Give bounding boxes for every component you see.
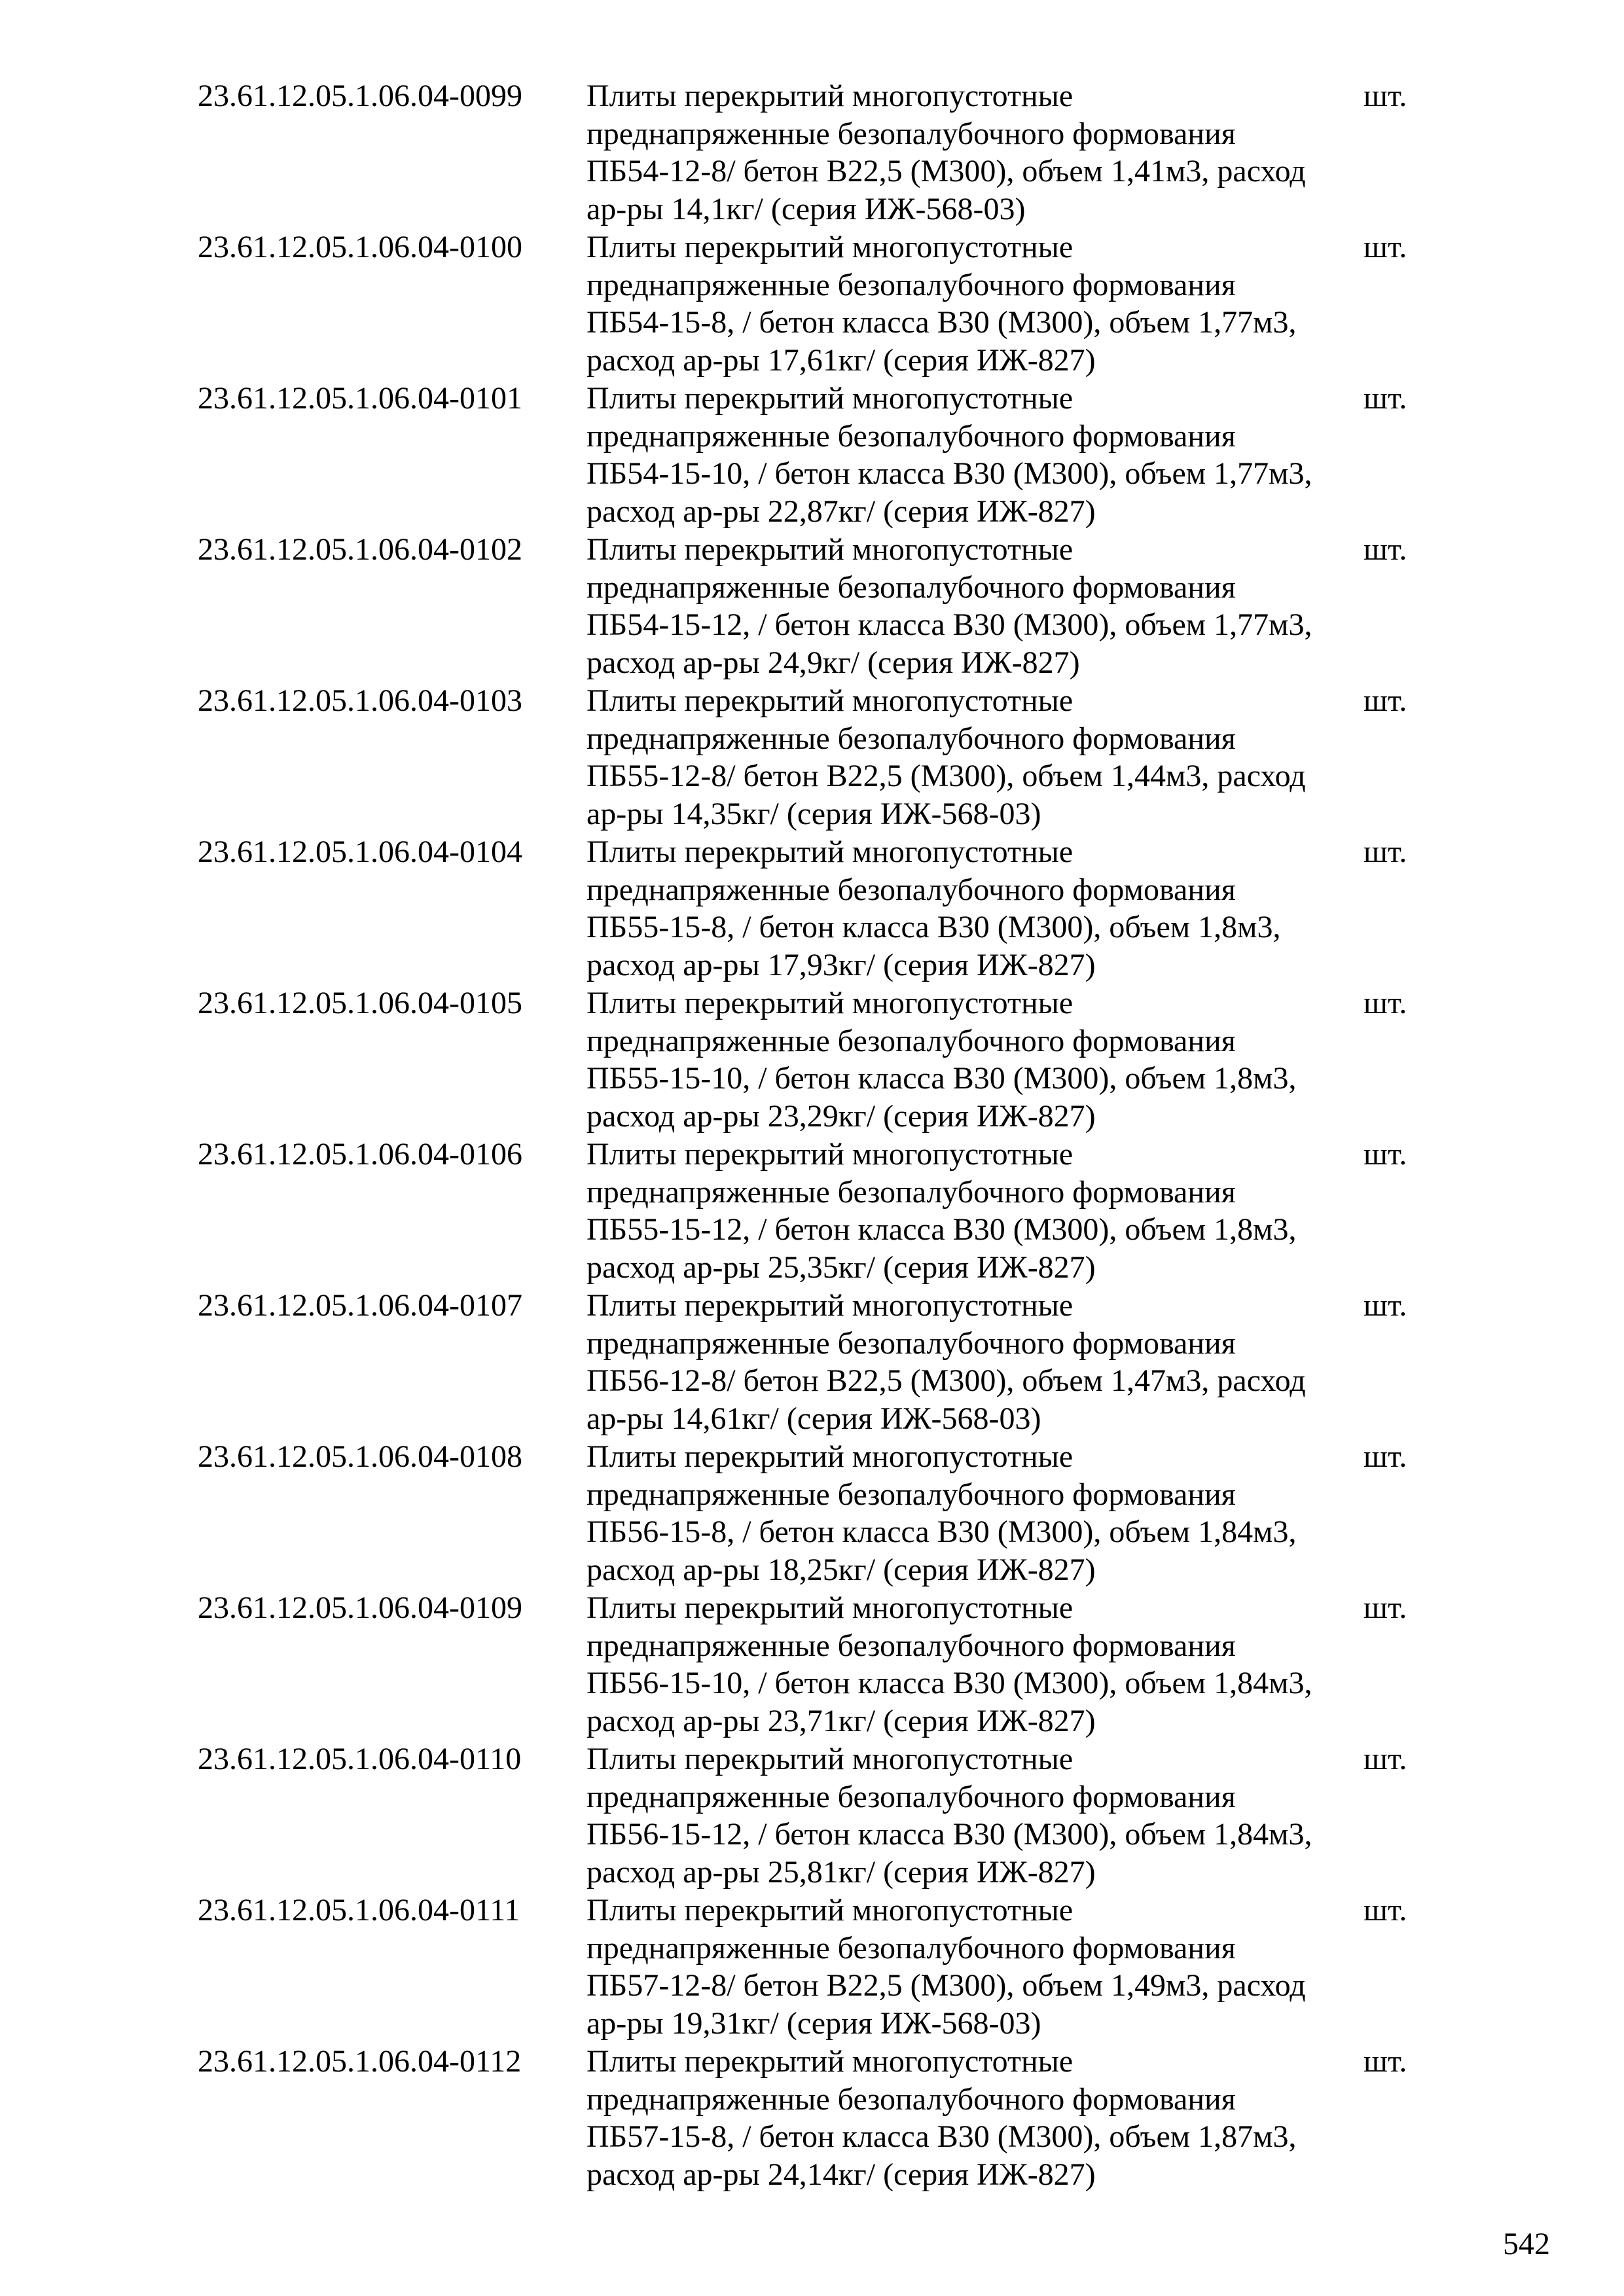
description-line: преднапряженные безопалубочного формования [586, 1174, 1236, 1210]
description-line: преднапряженные безопалубочного формования [586, 2081, 1236, 2117]
description-line: преднапряженные безопалубочного формования [586, 267, 1236, 302]
description-line: расход ар-ры 25,81кг/ (серия ИЖ-827) [586, 1855, 1096, 1890]
description-line: расход ар-ры 23,71кг/ (серия ИЖ-827) [586, 1704, 1096, 1739]
item-code: 23.61.12.05.1.06.04-0111 [198, 1893, 520, 1928]
table-row [0, 1438, 1624, 1589]
item-unit: шт. [1363, 1590, 1407, 1625]
item-code: 23.61.12.05.1.06.04-0110 [198, 1742, 522, 1776]
description-line: ПБ56-15-12, / бетон класса В30 (М300), объем 1,84м3, [586, 1817, 1312, 1852]
description-line: ПБ57-15-8, / бетон класса В30 (М300), объем 1,87м3, [586, 2119, 1297, 2155]
item-description [586, 531, 1359, 682]
description-line: Плиты перекрытий многопустотные [586, 1439, 1074, 1474]
table-row [0, 682, 1624, 833]
description-line: ПБ54-12-8/ бетон В22,5 (М300), объем 1,41м3, расход [586, 154, 1306, 189]
description-line: Плиты перекрытий многопустотные [586, 683, 1074, 718]
item-code: 23.61.12.05.1.06.04-0104 [198, 834, 522, 869]
item-unit: шт. [1363, 79, 1407, 113]
description-line: ПБ55-12-8/ бетон В22,5 (М300), объем 1,44м3, расход [586, 759, 1306, 794]
item-code: 23.61.12.05.1.06.04-0106 [198, 1137, 522, 1172]
description-line: ПБ57-12-8/ бетон В22,5 (М300), объем 1,49м3, расход [586, 1968, 1306, 2003]
item-description [586, 1136, 1359, 1287]
description-line: ПБ54-15-12, / бетон класса В30 (М300), объем 1,77м3, [586, 607, 1312, 643]
description-line: ар-ры 14,61кг/ (серия ИЖ-568-03) [586, 1401, 1041, 1437]
description-line: преднапряженные безопалубочного формования [586, 569, 1236, 605]
description-line: расход ар-ры 18,25кг/ (серия ИЖ-827) [586, 1552, 1096, 1588]
item-unit: шт. [1363, 230, 1407, 264]
description-line: Плиты перекрытий многопустотные [586, 1137, 1074, 1172]
item-code: 23.61.12.05.1.06.04-0100 [198, 230, 522, 264]
description-line: преднапряженные безопалубочного формования [586, 872, 1236, 907]
description-line: Плиты перекрытий многопустотные [586, 2044, 1074, 2079]
table-row [0, 833, 1624, 984]
item-description [586, 833, 1359, 984]
item-description [586, 1287, 1359, 1438]
description-line: Плиты перекрытий многопустотные [586, 1893, 1074, 1928]
table-row [0, 1287, 1624, 1438]
item-description [586, 380, 1359, 531]
description-line: Плиты перекрытий многопустотные [586, 1742, 1074, 1776]
description-line: Плиты перекрытий многопустотные [586, 834, 1074, 869]
description-line: расход ар-ры 17,61кг/ (серия ИЖ-827) [586, 343, 1096, 378]
item-code: 23.61.12.05.1.06.04-0103 [198, 683, 522, 718]
description-line: преднапряженные безопалубочного формования [586, 418, 1236, 454]
item-description [586, 682, 1359, 833]
description-line: расход ар-ры 25,35кг/ (серия ИЖ-827) [586, 1250, 1096, 1285]
item-description [586, 1589, 1359, 1740]
item-code: 23.61.12.05.1.06.04-0107 [198, 1288, 522, 1323]
description-line: преднапряженные безопалубочного формования [586, 1628, 1236, 1663]
item-unit: шт. [1363, 381, 1407, 416]
description-line: Плиты перекрытий многопустотные [586, 1288, 1074, 1323]
description-line: ар-ры 14,1кг/ (серия ИЖ-568-03) [586, 192, 1026, 227]
table-row [0, 77, 1624, 228]
description-line: преднапряженные безопалубочного формования [586, 1023, 1236, 1058]
table-row [0, 984, 1624, 1136]
description-line: расход ар-ры 24,14кг/ (серия ИЖ-827) [586, 2157, 1096, 2193]
description-line: ПБ56-12-8/ бетон В22,5 (М300), объем 1,47м3, расход [586, 1363, 1306, 1399]
description-line: преднапряженные безопалубочного формования [586, 721, 1236, 756]
item-unit: шт. [1363, 683, 1407, 718]
description-line: ПБ55-15-12, / бетон класса В30 (М300), объем 1,8м3, [586, 1212, 1297, 1247]
description-line: ар-ры 14,35кг/ (серия ИЖ-568-03) [586, 797, 1041, 832]
item-code: 23.61.12.05.1.06.04-0105 [198, 986, 522, 1020]
item-description [586, 1892, 1359, 2043]
description-line: ПБ54-15-8, / бетон класса В30 (М300), объем 1,77м3, [586, 305, 1297, 340]
description-line: преднапряженные безопалубочного формования [586, 1477, 1236, 1512]
table-row [0, 1740, 1624, 1892]
item-description [586, 228, 1359, 380]
table-row [0, 2043, 1624, 2194]
page-number: 542 [1503, 2227, 1550, 2261]
description-line: преднапряженные безопалубочного формования [586, 1325, 1236, 1361]
description-line: преднапряженные безопалубочного формования [586, 1930, 1236, 1965]
description-line: Плиты перекрытий многопустотные [586, 986, 1074, 1020]
description-line: ПБ56-15-10, / бетон класса В30 (М300), объем 1,84м3, [586, 1666, 1312, 1701]
item-description [586, 984, 1359, 1136]
table-row [0, 1136, 1624, 1287]
description-line: расход ар-ры 23,29кг/ (серия ИЖ-827) [586, 1099, 1096, 1134]
item-unit: шт. [1363, 1893, 1407, 1928]
item-description [586, 2043, 1359, 2194]
item-description [586, 1740, 1359, 1892]
item-unit: шт. [1363, 1288, 1407, 1323]
description-line: ПБ55-15-10, / бетон класса В30 (М300), объем 1,8м3, [586, 1061, 1297, 1096]
item-code: 23.61.12.05.1.06.04-0101 [198, 381, 522, 416]
description-line: расход ар-ры 22,87кг/ (серия ИЖ-827) [586, 494, 1096, 529]
table-row [0, 1892, 1624, 2043]
table-row [0, 228, 1624, 380]
item-unit: шт. [1363, 1439, 1407, 1474]
item-description [586, 77, 1359, 228]
description-line: Плиты перекрытий многопустотные [586, 230, 1074, 264]
table-row [0, 380, 1624, 531]
item-unit: шт. [1363, 986, 1407, 1020]
description-line: ПБ56-15-8, / бетон класса В30 (М300), объем 1,84м3, [586, 1515, 1297, 1550]
item-unit: шт. [1363, 834, 1407, 869]
item-code: 23.61.12.05.1.06.04-0112 [198, 2044, 522, 2079]
price-list-table [0, 77, 1624, 2194]
item-code: 23.61.12.05.1.06.04-0109 [198, 1590, 522, 1625]
item-unit: шт. [1363, 1137, 1407, 1172]
table-row [0, 531, 1624, 682]
description-line: Плиты перекрытий многопустотные [586, 381, 1074, 416]
description-line: Плиты перекрытий многопустотные [586, 1590, 1074, 1625]
description-line: расход ар-ры 24,9кг/ (серия ИЖ-827) [586, 645, 1080, 681]
table-row [0, 1589, 1624, 1740]
item-unit: шт. [1363, 2044, 1407, 2079]
description-line: ар-ры 19,31кг/ (серия ИЖ-568-03) [586, 2006, 1041, 2041]
description-line: Плиты перекрытий многопустотные [586, 79, 1074, 113]
item-code: 23.61.12.05.1.06.04-0108 [198, 1439, 522, 1474]
item-code: 23.61.12.05.1.06.04-0102 [198, 532, 522, 567]
item-description [586, 1438, 1359, 1589]
description-line: ПБ54-15-10, / бетон класса В30 (М300), объем 1,77м3, [586, 456, 1312, 492]
item-code: 23.61.12.05.1.06.04-0099 [198, 79, 522, 113]
description-line: ПБ55-15-8, / бетон класса В30 (М300), объем 1,8м3, [586, 910, 1281, 945]
description-line: расход ар-ры 17,93кг/ (серия ИЖ-827) [586, 948, 1096, 983]
description-line: преднапряженные безопалубочного формования [586, 116, 1236, 151]
item-unit: шт. [1363, 532, 1407, 567]
item-unit: шт. [1363, 1742, 1407, 1776]
description-line: преднапряженные безопалубочного формования [586, 1779, 1236, 1814]
description-line: Плиты перекрытий многопустотные [586, 532, 1074, 567]
